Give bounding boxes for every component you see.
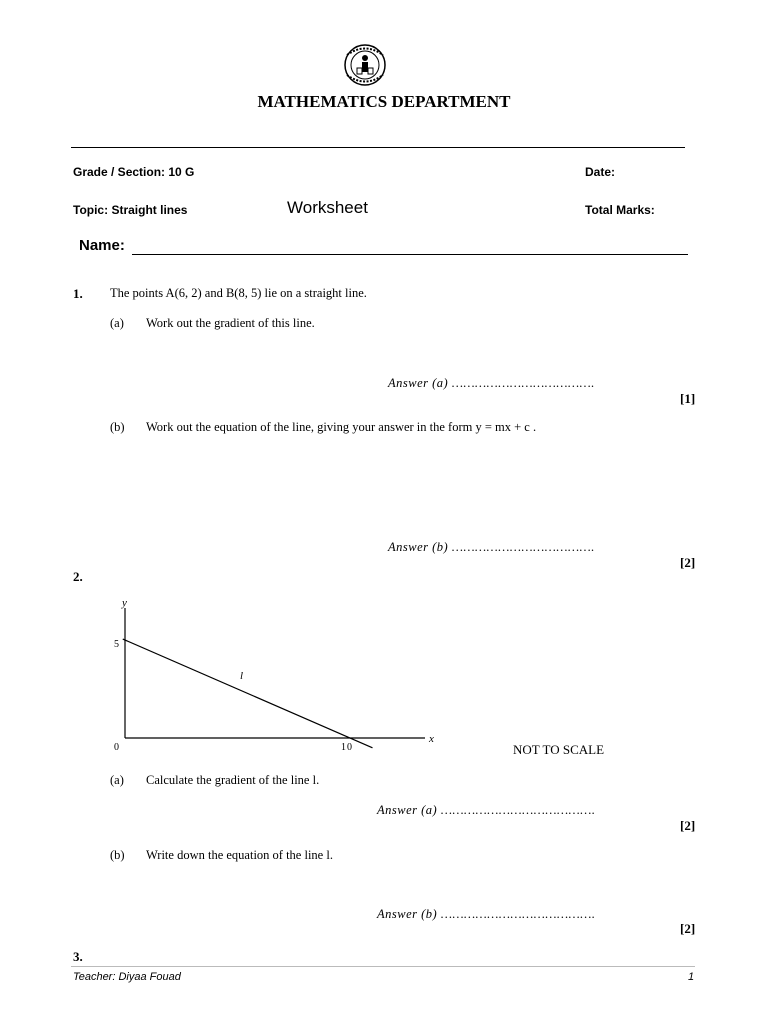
name-field-line[interactable] xyxy=(132,254,688,255)
not-to-scale-note: NOT TO SCALE xyxy=(513,742,605,757)
question-2-number: 2. xyxy=(73,569,83,584)
question-1a-marks: [1] xyxy=(680,391,696,406)
x-tick-label: 10 xyxy=(341,742,353,753)
question-2a-label: (a) xyxy=(110,773,124,787)
footer-divider xyxy=(71,966,695,967)
question-1b-answer-line[interactable]: Answer (b) ………………………………. xyxy=(388,540,595,554)
question-1-number: 1. xyxy=(73,286,83,301)
school-crest-icon xyxy=(334,42,396,88)
x-axis-label: x xyxy=(429,733,434,745)
question-1b-label: (b) xyxy=(110,420,125,434)
question-1a-label: (a) xyxy=(110,316,124,330)
grade-label: Grade / Section: 10 G xyxy=(73,165,195,179)
question-2b-text: Write down the equation of the line l. xyxy=(146,848,333,862)
y-tick-label: 5 xyxy=(114,639,119,650)
question-2a-marks: [2] xyxy=(680,818,696,833)
name-label: Name: xyxy=(79,237,125,254)
worksheet-title: Worksheet xyxy=(287,198,368,217)
teacher-name: Teacher: Diyaa Fouad xyxy=(73,971,181,983)
question-1b-text: Work out the equation of the line, giving your answer in the form y = mx + c . xyxy=(146,420,537,434)
department-title: MATHEMATICS DEPARTMENT xyxy=(257,92,511,111)
question-2b-label: (b) xyxy=(110,848,125,862)
topic-label: Topic: Straight lines xyxy=(73,203,188,217)
date-label: Date: xyxy=(585,165,616,179)
line-l-label: l xyxy=(240,670,244,682)
question-2b-answer-line[interactable]: Answer (b) …………………………………. xyxy=(377,907,596,921)
question-1a-text: Work out the gradient of this line. xyxy=(146,316,315,330)
question-1-stem: The points A(6, 2) and B(8, 5) lie on a straight line. xyxy=(110,286,367,300)
question-2a-answer-line[interactable]: Answer (a) …………………………………. xyxy=(377,803,596,817)
line-graph xyxy=(100,590,450,755)
line-l xyxy=(123,639,373,748)
y-axis-label: y xyxy=(122,597,127,609)
total-marks-label: Total Marks: xyxy=(585,203,655,217)
question-1a-answer-line[interactable]: Answer (a) ………………………………. xyxy=(388,376,595,390)
header-divider xyxy=(71,147,685,148)
question-2a-text: Calculate the gradient of the line l. xyxy=(146,773,320,787)
question-3-number: 3. xyxy=(73,949,83,964)
question-2b-marks: [2] xyxy=(680,921,696,936)
question-1b-marks: [2] xyxy=(680,555,696,570)
page-number: 1 xyxy=(688,971,695,983)
origin-label: 0 xyxy=(114,742,119,753)
